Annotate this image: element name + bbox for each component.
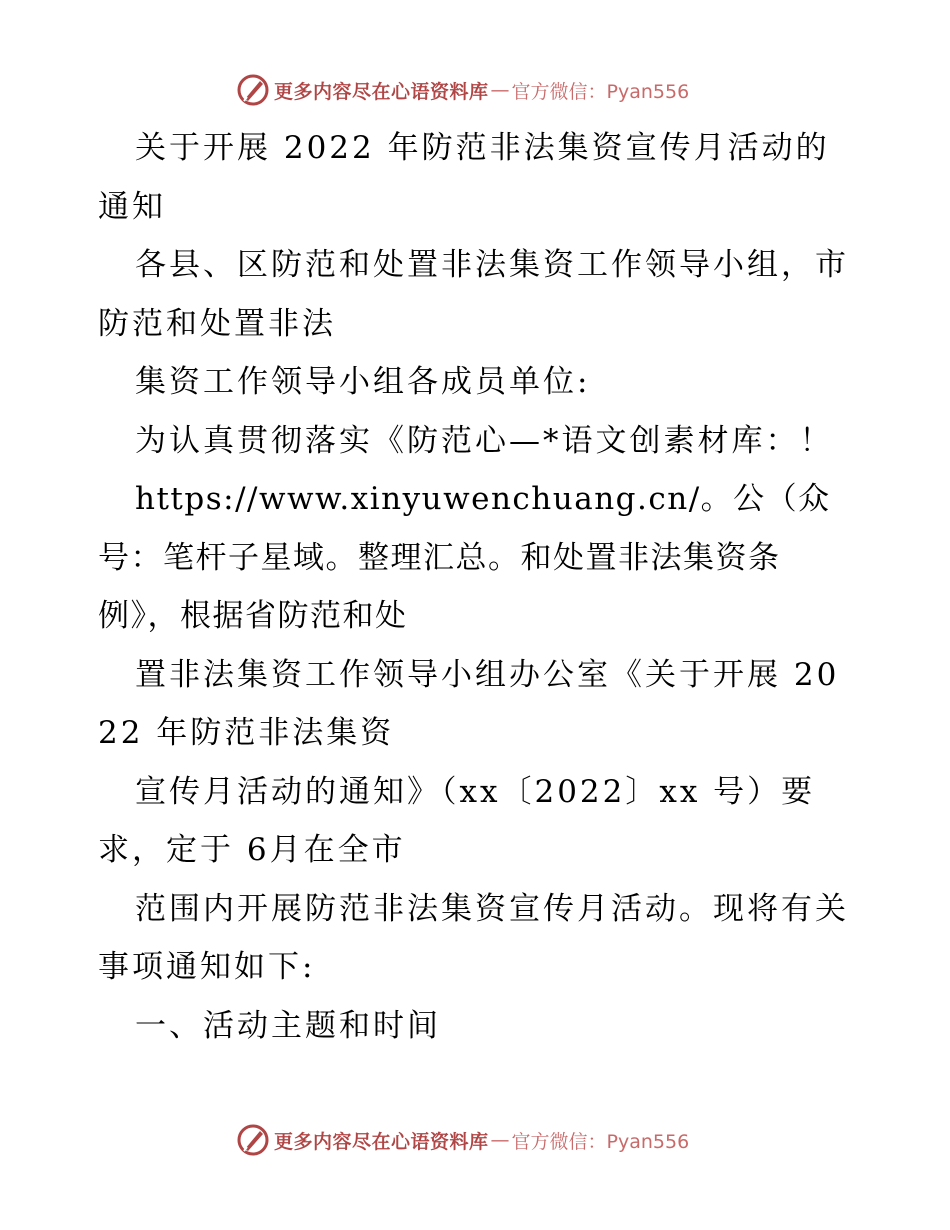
body-paragraph: 宣传月活动的通知》（xx〔2022〕xx 号）要求，定于 6月在全市 <box>98 773 816 868</box>
quill-logo-icon <box>236 73 270 107</box>
body-paragraph: https://www.xinyuwenchuang.cn/。公（众号：笔杆子星域。整理汇总。和处置非法集资条例》，根据省防范和处 <box>98 481 831 634</box>
document-body <box>98 119 854 1055</box>
footer-watermark-banner <box>236 1122 689 1158</box>
addressee-line: 集资工作领导小组各成员单位: <box>135 364 591 400</box>
banner-wechat-text: 官方微信：Pyan556 <box>511 1130 690 1153</box>
banner-main-text: 更多内容尽在心语资料库 <box>274 80 489 103</box>
body-paragraph: 为认真贯彻落实《防范心—*语文创素材库：！ <box>135 422 834 459</box>
banner-main-text: 更多内容尽在心语资料库 <box>274 1130 489 1153</box>
banner-separator: — <box>490 1129 510 1151</box>
body-paragraph: 置非法集资工作领导小组办公室《关于开展 2022 年防范非法集资 <box>98 656 840 751</box>
banner-wechat-text: 官方微信：Pyan556 <box>511 80 690 103</box>
banner-separator: — <box>490 79 510 101</box>
header-watermark-banner <box>236 72 689 108</box>
quill-logo-icon <box>236 1123 270 1157</box>
addressee-line: 各县、区防范和处置非法集资工作领导小组，市防范和处置非法 <box>98 247 849 342</box>
body-paragraph: 范围内开展防范非法集资宣传月活动。现将有关事项通知如下: <box>98 890 849 985</box>
document-title: 关于开展 2022 年防范非法集资宣传月活动的通知 <box>98 130 830 225</box>
section-heading: 一、活动主题和时间 <box>135 1007 441 1044</box>
